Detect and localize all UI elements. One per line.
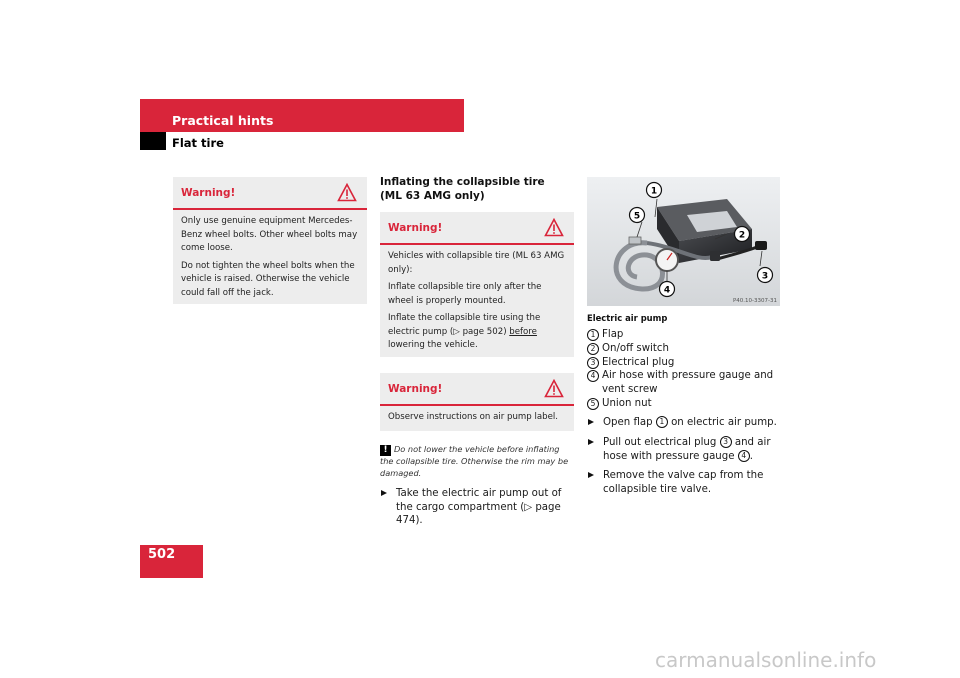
- page-number: 502: [148, 547, 176, 562]
- warning-header: [380, 212, 574, 245]
- warning-text: Only use genuine equipment Mercedes-Benz wheel bolts. Other wheel bolts may come loose.: [181, 216, 358, 253]
- page-reference-link[interactable]: ▷ page 502): [453, 326, 507, 337]
- legend-label: Flap: [602, 329, 624, 340]
- figure-caption: Electric air pump: [587, 313, 668, 323]
- warning-box-collapsible-tire: [380, 212, 574, 357]
- warning-text: [388, 312, 566, 353]
- step-text: .: [749, 450, 753, 462]
- legend-number: 3: [587, 357, 599, 369]
- callout-number: 2: [738, 230, 746, 241]
- caution-note: [380, 444, 575, 479]
- callout-number: 5: [633, 211, 641, 222]
- instruction-step: [588, 436, 783, 463]
- heading-line: Inflating the collapsible tire: [380, 176, 545, 188]
- bullet-arrow-icon: [588, 439, 594, 445]
- heading-line: (ML 63 AMG only): [380, 190, 485, 202]
- bullet-arrow-icon: [588, 472, 594, 478]
- header-marker: [140, 132, 166, 150]
- warning-text: Vehicles with collapsible tire (ML 63 AMG only):: [388, 251, 565, 275]
- legend-item: [587, 328, 787, 342]
- note-text: Do not lower the vehicle before inflating the collapsible tire. Otherwise the rim may be damaged.: [380, 444, 569, 478]
- warning-box-pump-label: [380, 373, 574, 431]
- image-code: P40.10-3307-31: [732, 298, 777, 304]
- callout-ref: 1: [656, 416, 668, 428]
- exclamation-icon: !: [380, 445, 391, 456]
- watermark: carmanualsonline.info: [655, 648, 877, 672]
- warning-text-part: lowering the vehicle.: [388, 340, 478, 350]
- warning-box-wheel-bolts: [173, 177, 367, 304]
- step-text: Open flap: [603, 417, 656, 428]
- legend-label: On/off switch: [602, 342, 669, 354]
- callout-ref: 4: [738, 450, 750, 462]
- section-subtitle: Flat tire: [172, 136, 224, 150]
- step-text: Remove the valve cap from the collapsible tire valve.: [603, 470, 764, 495]
- legend-label: Union nut: [602, 397, 652, 409]
- step-text: and air hose with pressure gauge: [603, 437, 771, 462]
- legend-item: [587, 397, 787, 411]
- page-reference-link[interactable]: ▷ page 474).: [396, 501, 561, 526]
- electric-air-pump-photo: [587, 177, 780, 306]
- warning-title: Warning!: [388, 383, 443, 395]
- section-title: Practical hints: [172, 113, 274, 128]
- legend-item: [587, 342, 787, 356]
- warning-triangle-icon: [337, 183, 357, 202]
- legend-number: 2: [587, 343, 599, 355]
- warning-title: Warning!: [181, 187, 236, 199]
- warning-text-part: Inflate the collapsible tire using the electric pump (: [388, 313, 541, 337]
- warning-title: Warning!: [388, 222, 443, 234]
- warning-text: Do not tighten the wheel bolts when the vehicle is raised. Otherwise the vehicle could fall off the jack.: [181, 260, 355, 298]
- warning-triangle-icon: [544, 218, 564, 237]
- emphasized-word: before: [509, 326, 537, 337]
- warning-text: Observe instructions on air pump label.: [388, 412, 559, 422]
- instruction-step: [588, 469, 783, 496]
- legend-number: 4: [587, 370, 599, 382]
- legend-list: [587, 328, 787, 411]
- legend-item: [587, 369, 787, 397]
- callout-number: 3: [761, 271, 769, 282]
- legend-label: Air hose with pressure gauge and vent screw: [602, 370, 774, 396]
- bullet-arrow-icon: [588, 419, 594, 425]
- legend-number: 1: [587, 329, 599, 341]
- callout-number: 1: [650, 186, 658, 197]
- step-text: on electric air pump.: [667, 417, 777, 428]
- instruction-step: [588, 416, 783, 430]
- step-text: Pull out electrical plug: [603, 437, 720, 448]
- subsection-heading: [380, 175, 545, 203]
- callout-number: 4: [663, 285, 671, 296]
- bullet-arrow-icon: [381, 490, 387, 496]
- air-pump-illustration: [587, 177, 780, 306]
- instruction-step: [381, 487, 576, 528]
- warning-triangle-icon: [544, 379, 564, 398]
- legend-item: [587, 356, 787, 370]
- warning-header: [173, 177, 367, 210]
- callout-ref: 3: [720, 436, 732, 448]
- warning-header: [380, 373, 574, 406]
- warning-text: Inflate collapsible tire only after the wheel is properly mounted.: [388, 282, 542, 306]
- legend-number: 5: [587, 398, 599, 410]
- step-text: Take the electric air pump out of the cargo compartment (: [396, 488, 562, 513]
- legend-label: Electrical plug: [602, 356, 675, 368]
